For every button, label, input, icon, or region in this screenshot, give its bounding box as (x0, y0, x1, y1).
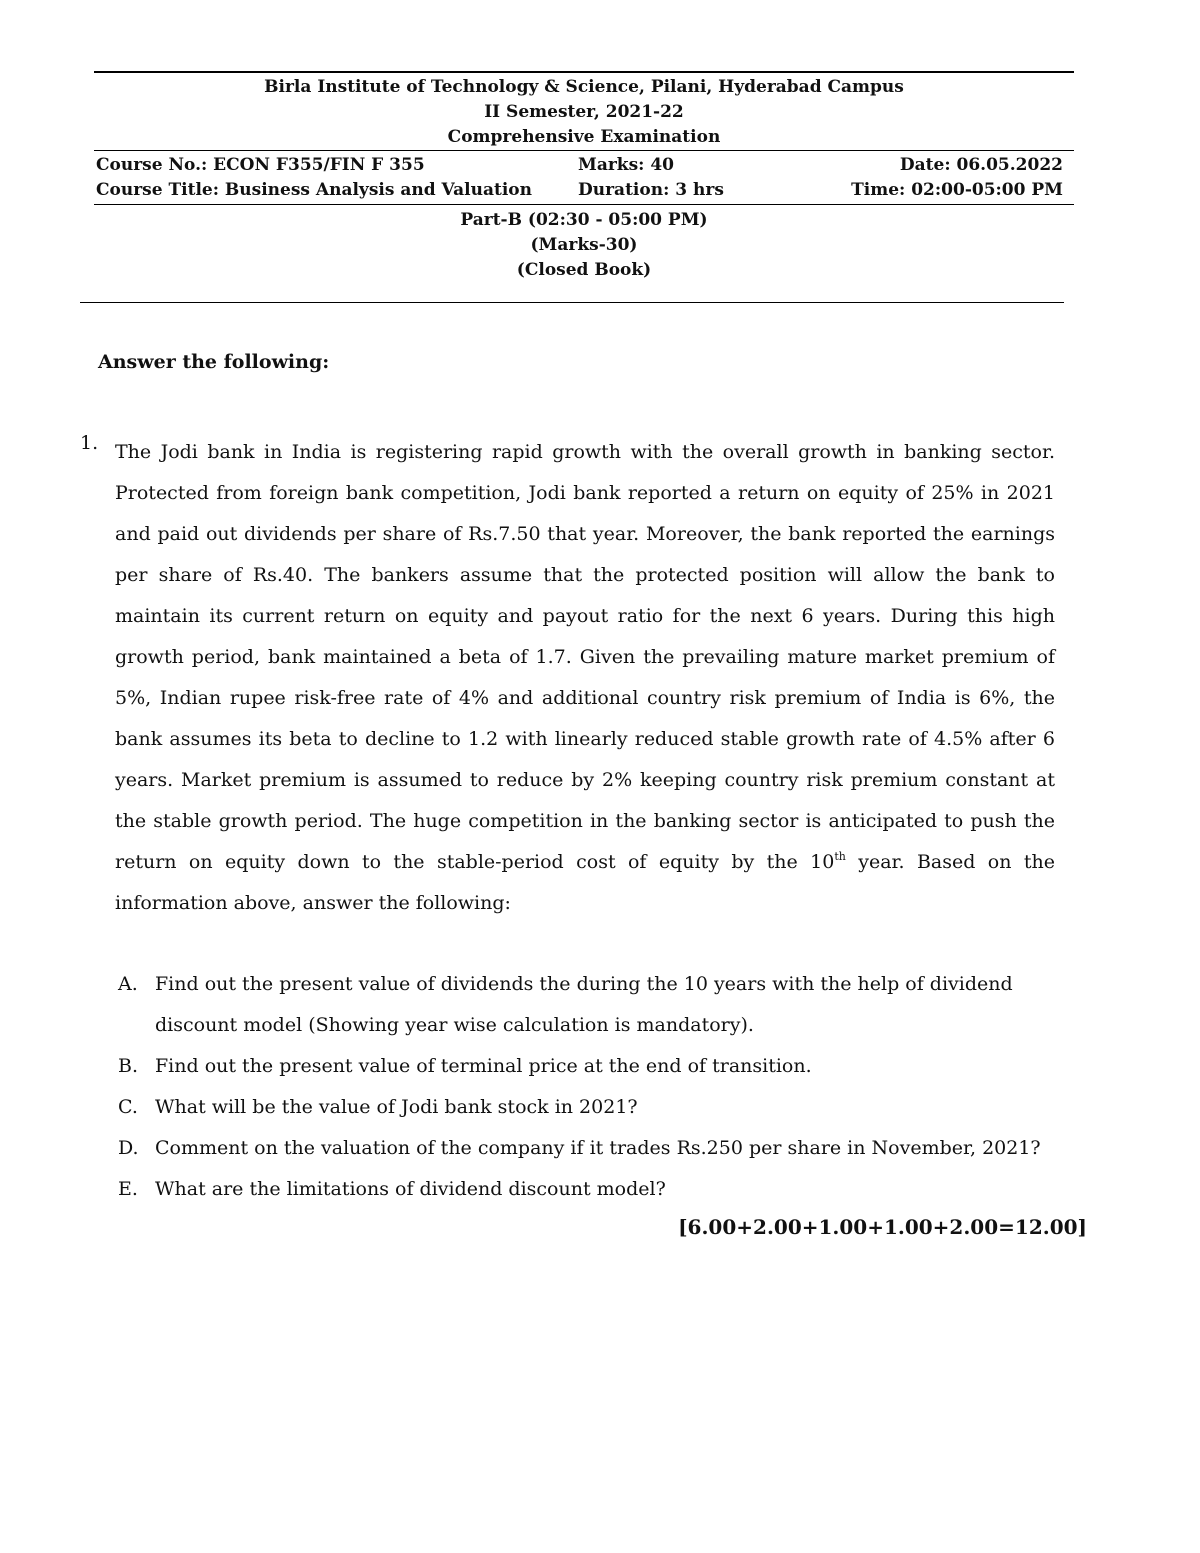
institute-name: Birla Institute of Technology & Science, Pilani, Hyderabad Campus (264, 77, 904, 97)
exam-date: Date: 06.05.2022 (899, 155, 1063, 175)
sub-question-e (118, 1169, 1068, 1210)
question-number: 1. (80, 432, 99, 454)
exam-duration: Duration: 3 hrs (578, 180, 724, 200)
sub-question-letter: B. (118, 1055, 139, 1077)
sub-question-letter: A. (118, 973, 138, 995)
question-text (115, 432, 1055, 924)
part-heading: Part-B (02:30 - 05:00 PM) (460, 210, 708, 230)
sub-question-text: Find out the present value of terminal price at the end of transition. (155, 1055, 812, 1077)
marks-breakdown: [6.00+2.00+1.00+1.00+2.00=12.00] (678, 1215, 1087, 1239)
book-type: (Closed Book) (516, 260, 652, 280)
sub-question-d (118, 1128, 1068, 1169)
sub-question-text: Comment on the valuation of the company if it trades Rs.250 per share in November, 2021? (155, 1137, 1041, 1159)
exam-time: Time: 02:00-05:00 PM (851, 180, 1063, 200)
sub-question-a (118, 964, 1068, 1046)
question-text-tail: year. Based on the information above, answer the following: (115, 851, 1055, 914)
part-marks: (Marks-30) (530, 235, 638, 255)
course-number: Course No.: ECON F355/FIN F 355 (96, 155, 425, 175)
sub-question-text: Find out the present value of dividends the during the 10 years with the help of dividend discount model (Showing year wise calculation is mandatory). (155, 973, 1013, 1036)
sub-question-letter: C. (118, 1096, 138, 1118)
instruction-heading: Answer the following: (98, 351, 330, 373)
sub-question-text: What are the limitations of dividend discount model? (155, 1178, 666, 1200)
question-text-main: The Jodi bank in India is registering rapid growth with the overall growth in banking sector. Protected from foreign bank competition, Jodi bank reported a return on equity of 25% in 2021 and paid out dividends per share of Rs.7.50 that year. Moreover, the bank reported the earnings per share of Rs.40. The bankers assume that the protected position will allow the bank to maintain its current return on equity and payout ratio for the next 6 years. During this high growth period, bank maintained a beta of 1.7. Given the prevailing mature market premium of 5%, Indian rupee risk-free rate of 4% and additional country risk premium of India is 6%, the bank assumes its beta to decline to 1.2 with linearly reduced stable growth rate of 4.5% after 6 years. Market premium is assumed to reduce by 2% keeping country risk premium constant at the stable growth period. The huge competition in the banking sector is anticipated to push the return on equity down to the stable-period cost of equity by the 10 (115, 441, 1055, 873)
exam-title: Comprehensive Examination (447, 127, 721, 147)
sub-question-list (118, 964, 1068, 1210)
ordinal-superscript: th (834, 850, 846, 863)
marks-total: Marks: 40 (578, 155, 674, 175)
header-top-rule (94, 71, 1074, 73)
header-bottom-rule (80, 302, 1064, 303)
sub-question-letter: E. (118, 1178, 138, 1200)
header-rule-2 (94, 150, 1074, 151)
sub-question-letter: D. (118, 1137, 139, 1159)
sub-question-b (118, 1046, 1068, 1087)
sub-question-c (118, 1087, 1068, 1128)
header-rule-3 (94, 204, 1074, 205)
sub-question-text: What will be the value of Jodi bank stock in 2021? (155, 1096, 638, 1118)
semester-line: II Semester, 2021-22 (484, 102, 684, 122)
course-title: Course Title: Business Analysis and Valuation (96, 180, 532, 200)
